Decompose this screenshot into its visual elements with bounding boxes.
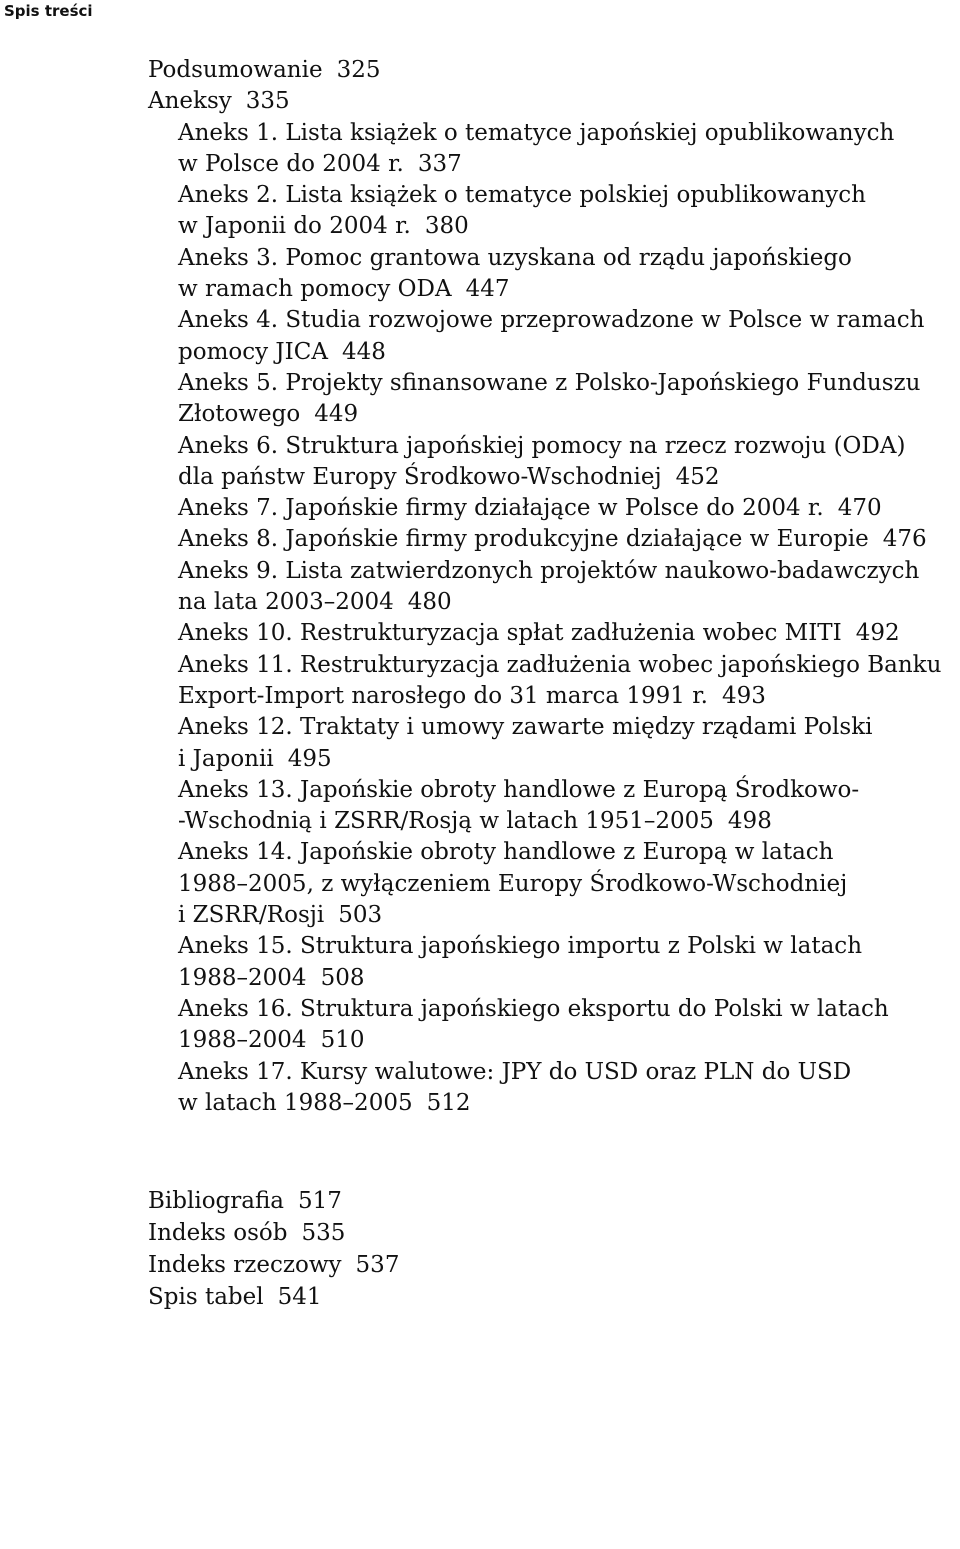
annex-last-line xyxy=(178,399,938,430)
annex-last-line xyxy=(178,462,938,493)
annex-page-number: 508 xyxy=(320,964,365,991)
annex-entry[interactable] xyxy=(178,931,938,994)
toc-entry-title: Aneksy xyxy=(148,88,232,115)
annex-line: Aneks 3. Pomoc grantowa uzyskana od rządu japońskiego xyxy=(178,244,852,271)
annex-title-text: Aneks 7. Japońskie firmy działające w Polsce do 2004 r. xyxy=(178,495,824,522)
annex-page-number: 337 xyxy=(417,150,462,177)
annex-page-number: 512 xyxy=(426,1089,471,1116)
annex-title-text: Aneks 10. Restrukturyzacja spłat zadłużenia wobec MITI xyxy=(178,620,842,647)
annex-line: Aneks 14. Japońskie obroty handlowe z Europą w latach xyxy=(178,839,834,866)
annex-page-number: 493 xyxy=(721,682,766,709)
annex-line: Aneks 5. Projekty sfinansowane z Polsko-Japońskiego Funduszu xyxy=(178,369,921,396)
annex-last-line xyxy=(178,149,938,180)
annex-line: Aneks 2. Lista książek o tematyce polskiej opublikowanych xyxy=(178,182,866,209)
annex-last-line xyxy=(178,587,938,618)
annex-title-text: i Japonii xyxy=(178,745,274,772)
annex-last-line xyxy=(178,681,938,712)
annex-page-number: 448 xyxy=(341,338,386,365)
running-header: Spis treści xyxy=(4,2,93,20)
toc-bottom-group xyxy=(148,1185,399,1313)
annex-entry[interactable] xyxy=(178,118,938,181)
annex-page-number: 492 xyxy=(855,620,900,647)
toc-entry-title: Bibliografia xyxy=(148,1188,285,1214)
annex-last-line xyxy=(178,211,938,242)
toc-entry-indeks-osob[interactable] xyxy=(148,1217,399,1249)
annex-last-line xyxy=(178,337,938,368)
annex-title-text: -Wschodnią i ZSRR/Rosją w latach 1951–2005 xyxy=(178,808,714,835)
toc-entry-title: Spis tabel xyxy=(148,1284,264,1310)
annex-page-number: 452 xyxy=(675,463,720,490)
annex-last-line xyxy=(178,806,938,837)
toc-entry-page: 541 xyxy=(277,1284,322,1310)
toc-entry-title: Indeks osób xyxy=(148,1220,288,1246)
annex-title-text: w Japonii do 2004 r. xyxy=(178,213,411,240)
annex-line: Aneks 9. Lista zatwierdzonych projektów naukowo-badawczych xyxy=(178,557,920,584)
annex-last-line xyxy=(178,963,938,994)
annex-last-line xyxy=(178,1088,938,1119)
toc-entry-podsumowanie[interactable] xyxy=(148,55,938,86)
toc-entry-title: Podsumowanie xyxy=(148,57,323,83)
toc-entry-page: 537 xyxy=(355,1252,400,1278)
annex-page-number: 498 xyxy=(727,808,772,835)
annex-page-number: 480 xyxy=(407,589,452,616)
annex-entry[interactable] xyxy=(178,368,938,431)
annex-entry[interactable] xyxy=(178,243,938,306)
annex-list xyxy=(148,118,942,1120)
annex-line: Aneks 1. Lista książek o tematyce japońskiej opublikowanych xyxy=(178,119,895,146)
annex-line: Aneks 15. Struktura japońskiego importu z Polski w latach xyxy=(178,933,863,960)
annex-last-line xyxy=(178,493,938,524)
toc-top-group xyxy=(148,55,938,118)
annex-last-line xyxy=(178,274,938,305)
annex-page-number: 449 xyxy=(314,401,359,428)
annex-title-text: na lata 2003–2004 xyxy=(178,589,394,616)
annex-page-number: 510 xyxy=(320,1027,365,1054)
annex-line: Aneks 11. Restrukturyzacja zadłużenia wobec japońskiego Banku xyxy=(178,651,942,678)
annex-entry[interactable] xyxy=(178,180,938,243)
toc-entry-page: 535 xyxy=(301,1220,346,1246)
annex-entry[interactable] xyxy=(178,493,938,524)
annex-line: Aneks 4. Studia rozwojowe przeprowadzone w Polsce w ramach xyxy=(178,307,925,334)
annex-page-number: 380 xyxy=(424,213,469,240)
annex-page-number: 447 xyxy=(465,276,510,303)
annex-line: Aneks 6. Struktura japońskiej pomocy na rzecz rozwoju (ODA) xyxy=(178,432,906,459)
annex-line: Aneks 17. Kursy walutowe: JPY do USD oraz PLN do USD xyxy=(178,1058,852,1085)
annex-last-line xyxy=(178,618,938,649)
annex-entry[interactable] xyxy=(178,775,938,838)
annex-entry[interactable] xyxy=(178,1057,938,1120)
annex-last-line xyxy=(178,900,938,931)
annex-title-text: i ZSRR/Rosji xyxy=(178,902,325,929)
table-of-contents xyxy=(148,55,942,1119)
annex-entry[interactable] xyxy=(178,618,938,649)
annex-page-number: 470 xyxy=(837,495,882,522)
annex-title-text: w Polsce do 2004 r. xyxy=(178,150,404,177)
toc-entry-aneksy[interactable] xyxy=(148,86,938,117)
annex-title-text: Złotowego xyxy=(178,401,301,428)
annex-title-text: w latach 1988–2005 xyxy=(178,1089,413,1116)
annex-last-line xyxy=(178,744,938,775)
annex-last-line xyxy=(178,1025,938,1056)
annex-line: Aneks 12. Traktaty i umowy zawarte między rządami Polski xyxy=(178,714,873,741)
annex-page-number: 476 xyxy=(882,526,927,553)
annex-title-text: 1988–2004 xyxy=(178,964,307,991)
annex-entry[interactable] xyxy=(178,556,938,619)
annex-title-text: 1988–2004 xyxy=(178,1027,307,1054)
annex-entry[interactable] xyxy=(178,650,942,713)
annex-page-number: 495 xyxy=(287,745,332,772)
annex-entry[interactable] xyxy=(178,431,938,494)
annex-line: Aneks 16. Struktura japońskiego eksportu do Polski w latach xyxy=(178,995,889,1022)
toc-entry-page: 517 xyxy=(298,1188,342,1214)
annex-entry[interactable] xyxy=(178,712,938,775)
annex-entry[interactable] xyxy=(178,994,938,1057)
annex-last-line xyxy=(178,524,938,555)
annex-line: 1988–2005, z wyłączeniem Europy Środkowo-Wschodniej xyxy=(178,870,848,897)
toc-entry-indeks-rzeczowy[interactable] xyxy=(148,1249,399,1281)
annex-entry[interactable] xyxy=(178,305,938,368)
annex-page-number: 503 xyxy=(338,902,383,929)
toc-entry-spis-tabel[interactable] xyxy=(148,1281,399,1313)
toc-entry-page: 335 xyxy=(245,88,290,115)
annex-line: Aneks 13. Japońskie obroty handlowe z Europą Środkowo- xyxy=(178,776,860,803)
annex-title-text: Aneks 8. Japońskie firmy produkcyjne działające w Europie xyxy=(178,526,869,553)
annex-title-text: Export-Import narosłego do 31 marca 1991 r. xyxy=(178,682,708,709)
annex-entry[interactable] xyxy=(178,524,938,555)
annex-entry[interactable] xyxy=(178,837,938,931)
annex-title-text: w ramach pomocy ODA xyxy=(178,276,452,303)
toc-entry-title: Indeks rzeczowy xyxy=(148,1252,342,1278)
toc-entry-bibliografia[interactable] xyxy=(148,1185,399,1217)
annex-title-text: pomocy JICA xyxy=(178,338,328,365)
toc-entry-page: 325 xyxy=(336,57,381,83)
annex-title-text: dla państw Europy Środkowo-Wschodniej xyxy=(178,463,662,490)
